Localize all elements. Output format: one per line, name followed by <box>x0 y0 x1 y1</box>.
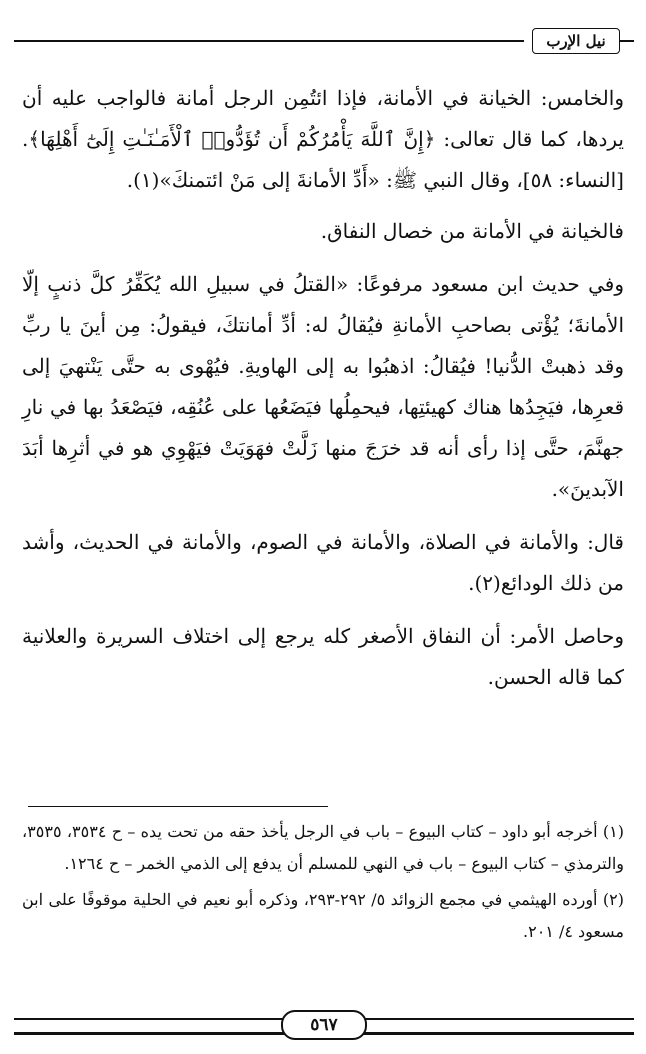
main-text <box>22 78 624 710</box>
paragraph-kinds-of-trust: قال: والأمانة في الصلاة، والأمانة في الصوم، والأمانة في الحديث، وأشد من ذلك الودائع(٢). <box>22 530 624 595</box>
footnote-2: (٢) أورده الهيثمي في مجمع الزوائد ٥/ ٢٩٢-٢٩٣، وذكره أبو نعيم في الحلية موقوفًا على ابن مسعود ٤/ ٢٠١. <box>22 890 625 941</box>
page-footer <box>14 1010 634 1038</box>
paragraph-trait-of-hypocrisy: فالخيانة في الأمانة من خصال النفاق. <box>320 219 624 243</box>
paragraph-ibn-masud-hadith: وفي حديث ابن مسعود مرفوعًا: «القتلُ في سبيلِ الله يُكَفِّرُ كلَّ ذنبٍ إلّا الأمانةَ؛ يُؤْتى بصاحبِ الأمانةِ فيُقالُ له: أدِّ أمانتكَ، فيقولُ: مِن أينَ يا ربِّ وقد ذهبتْ الدُّنيا! فيُقالُ: اذهبُوا به إلى الهاويةِ. فيُهْوى به حتَّى يَنْتهيَ إلى قعرِها، فيَجِدُها هناك كهيئتِها، فيحمِلُها فيَضَعُها على عُنُقِه، فيَصْعَدُ بها في نارِ جهنَّمَ، حتَّى إذا رأى أنه قد خرَجَ منها زَلَّتْ فهَوَيَتْ فيَهْوِي هو في أثرِها أبَدَ الآبدينَ». <box>22 272 624 501</box>
footnote-separator <box>28 806 328 807</box>
header-rule <box>14 40 524 42</box>
page-number: ٥٦٧ <box>281 1010 367 1040</box>
paragraph-betrayal-of-trust: والخامس: الخيانة في الأمانة، فإذا ائتُمِن الرجل أمانة فالواجب عليه أن يردها، كما قال تعالى: ﴿إِنَّ ٱللَّهَ يَأْمُرُكُمْ أَن تُؤَدُّوا۟ ٱلْأَمَـٰنَـٰتِ إِلَىٰٓ أَهْلِهَا﴾. [النساء: ٥٨]، وقال النبي ﷺ: «أَدِّ الأمانةَ إلى مَنْ ائتمنكَ»(١). <box>22 86 624 192</box>
footnotes <box>22 816 624 952</box>
footnote-1: (١) أخرجه أبو داود – كتاب البيوع – باب في الرجل يأخذ حقه من تحت يده – ح ٣٥٣٤، ٣٥٣٥، والترمذي – كتاب البيوع – باب في النهي للمسلم أن يدفع إلى الذمي الخمر – ح ١٢٦٤. <box>22 822 625 873</box>
running-title: نيل الإرب <box>532 28 620 54</box>
header-tick <box>620 40 634 42</box>
paragraph-conclusion: وحاصل الأمر: أن النفاق الأصغر كله يرجع إلى اختلاف السريرة والعلانية كما قاله الحسن. <box>22 624 624 689</box>
page-header <box>14 28 634 54</box>
